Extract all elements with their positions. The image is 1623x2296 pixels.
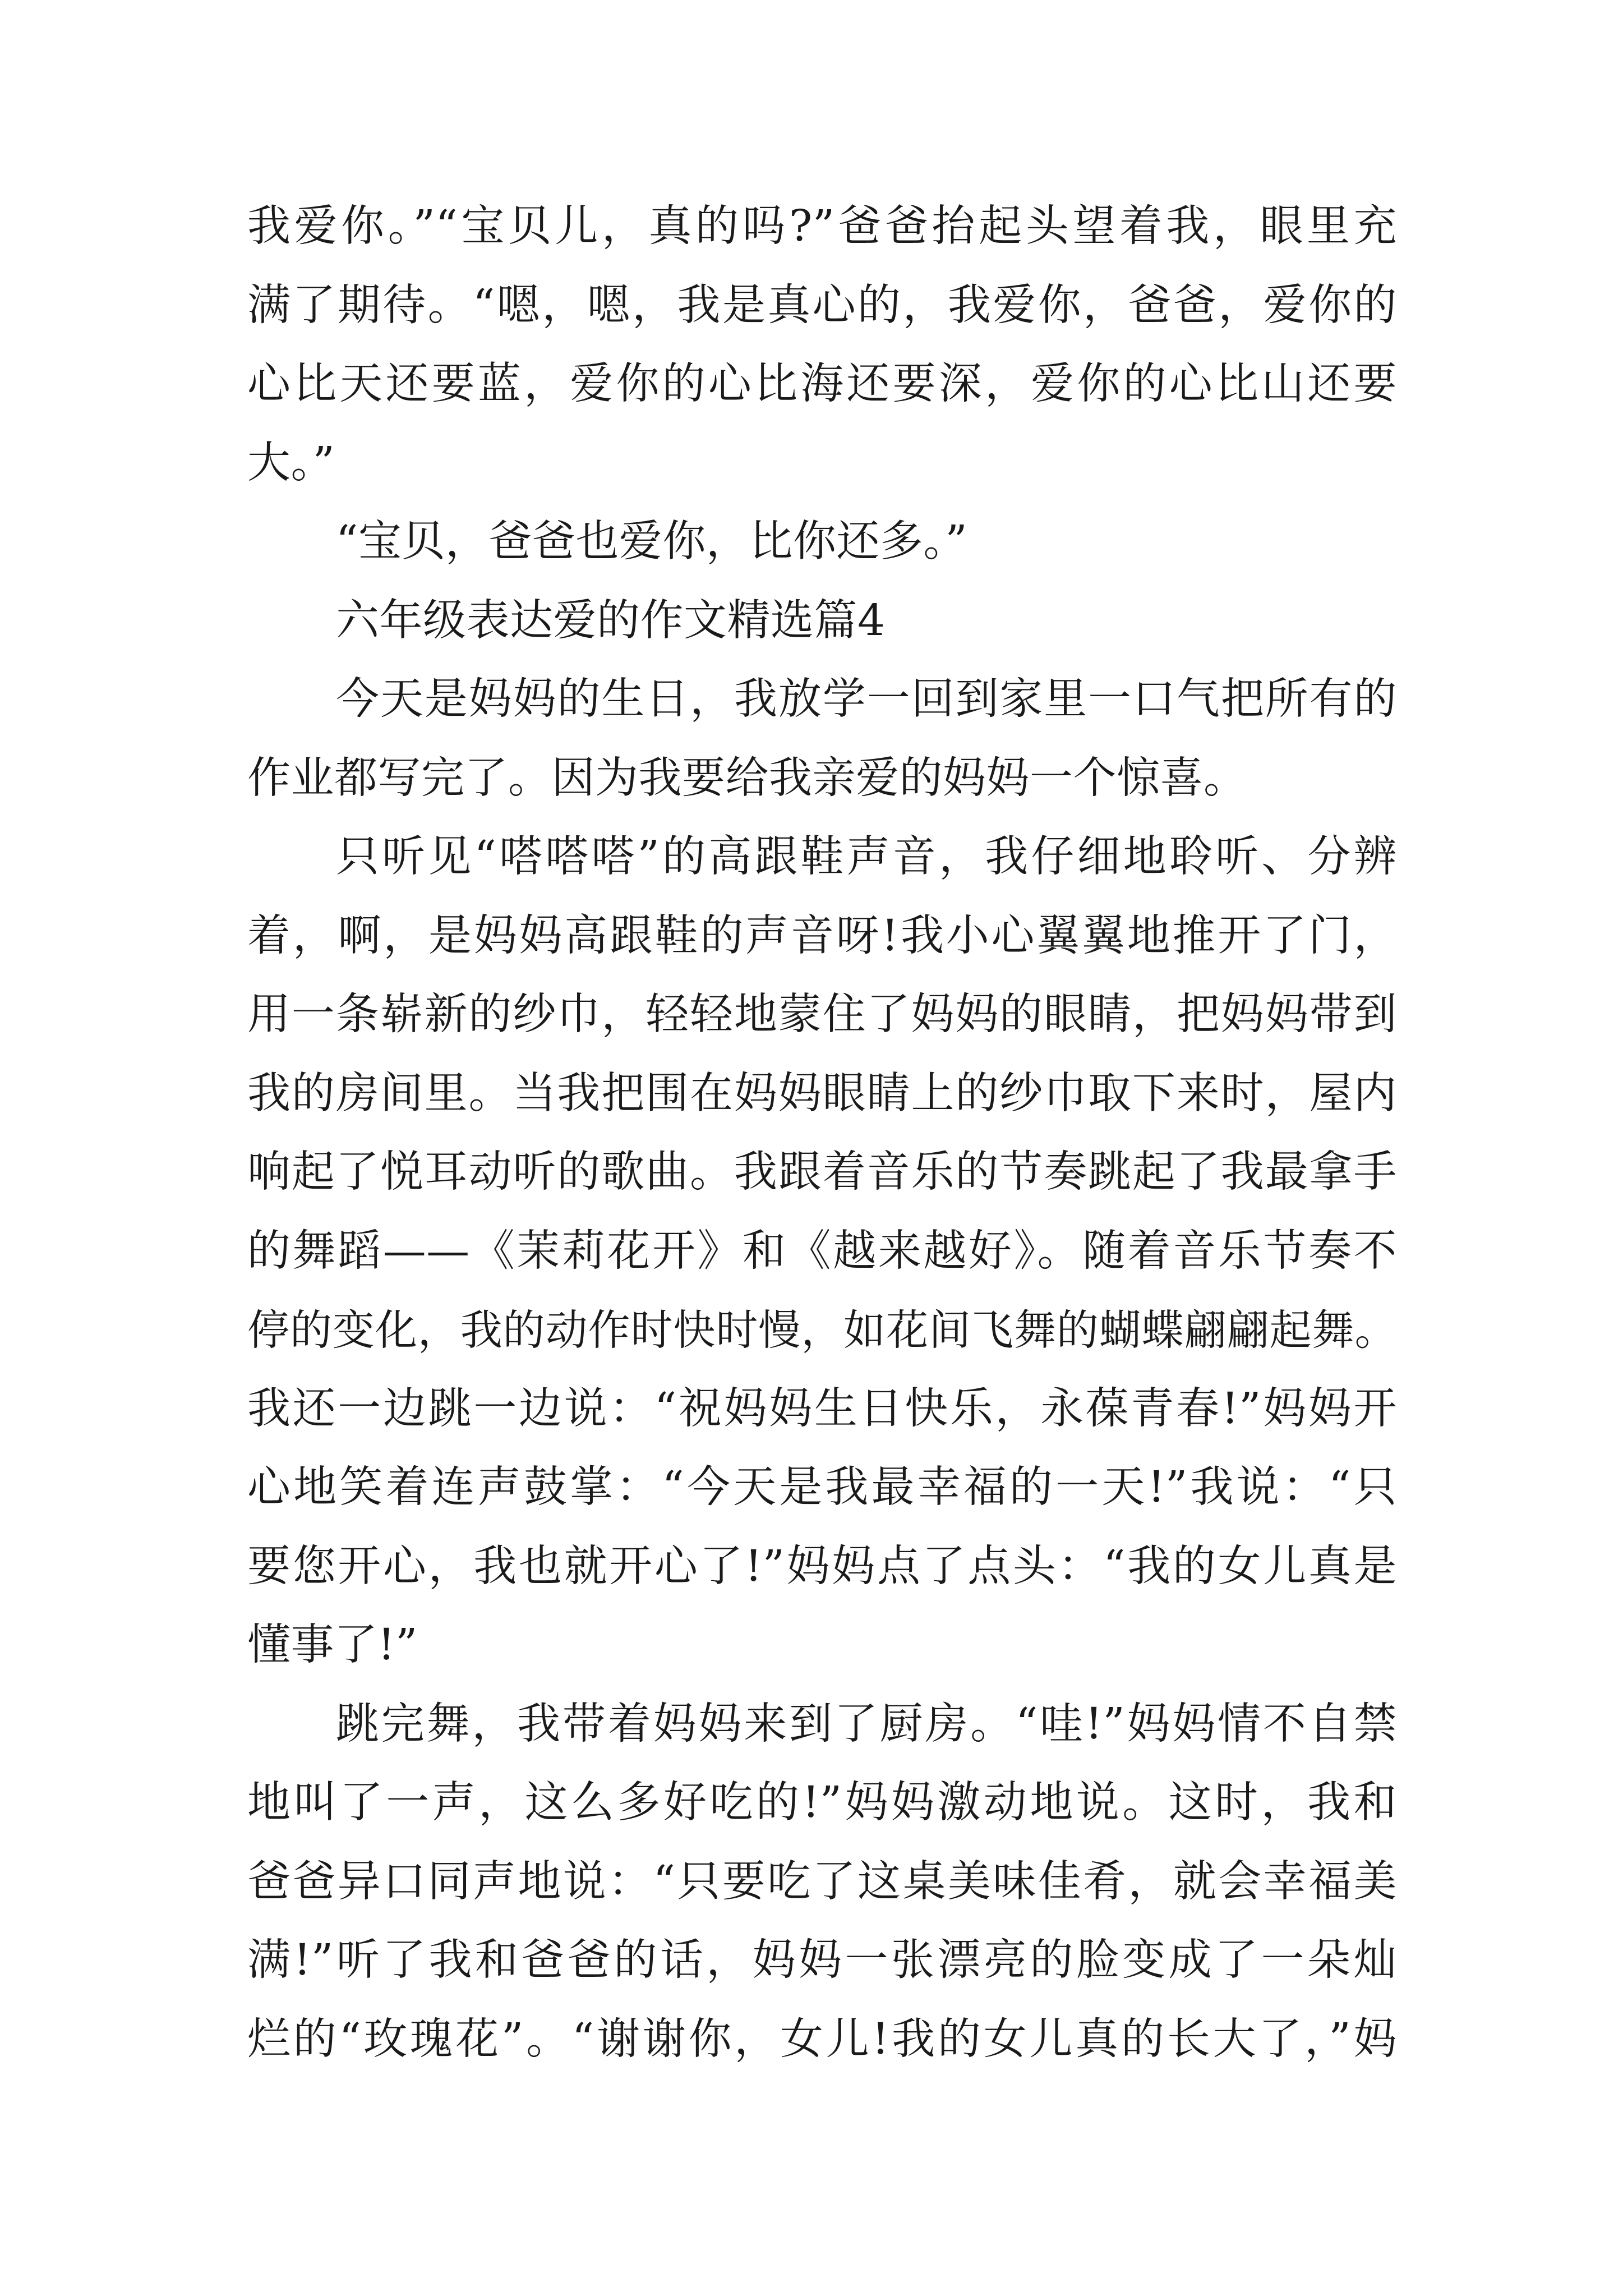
text-line: 烂的“玫瑰花”。“谢谢你，女儿!我的女儿真的长大了，”妈 — [247, 2014, 1397, 2064]
text-line: 只听见“嗒嗒嗒”的高跟鞋声音，我仔细地聆听、分辨 — [336, 832, 1397, 882]
text-line: 爸爸异口同声地说：“只要吃了这桌美味佳肴，就会幸福美 — [247, 1856, 1397, 1907]
text-line: 用一条崭新的纱巾，轻轻地蒙住了妈妈的眼睛，把妈妈带到 — [247, 990, 1397, 1039]
text-line: 停的变化，我的动作时快时慢，如花间飞舞的蝴蝶翩翩起舞。 — [247, 1305, 1397, 1355]
text-line: 我的房间里。当我把围在妈妈眼睛上的纱巾取下来时，屋内 — [247, 1068, 1397, 1119]
text-line: 今天是妈妈的生日，我放学一回到家里一口气把所有的 — [336, 674, 1397, 724]
text-line: 要您开心，我也就开心了!”妈妈点了点头：“我的女儿真是 — [247, 1541, 1397, 1591]
text-line: 地叫了一声，这么多好吃的!”妈妈激动地说。这时，我和 — [247, 1778, 1397, 1828]
text-line: 六年级表达爱的作文精选篇4 — [336, 595, 886, 646]
text-line: 我爱你。”“宝贝儿，真的吗?”爸爸抬起头望着我，眼里充 — [247, 201, 1397, 251]
text-line: 心比天还要蓝，爱你的心比海还要深，爱你的心比山还要 — [247, 359, 1397, 409]
text-line: 作业都写完了。因为我要给我亲爱的妈妈一个惊喜。 — [247, 753, 1247, 803]
essay-body — [247, 187, 1397, 2079]
text-line: 心地笑着连声鼓掌：“今天是我最幸福的一天!”我说：“只 — [247, 1462, 1397, 1512]
text-line: 的舞蹈——《茉莉花开》和《越来越好》。随着音乐节奏不 — [247, 1226, 1397, 1276]
text-line: 满了期待。“嗯，嗯，我是真心的，我爱你，爸爸，爱你的 — [247, 280, 1397, 330]
text-line: 响起了悦耳动听的歌曲。我跟着音乐的节奏跳起了我最拿手 — [247, 1147, 1397, 1197]
text-line: “宝贝，爸爸也爱你，比你还多。” — [336, 517, 968, 567]
text-line: 满!”听了我和爸爸的话，妈妈一张漂亮的脸变成了一朵灿 — [247, 1935, 1397, 1985]
text-line: 着，啊，是妈妈高跟鞋的声音呀!我小心翼翼地推开了门， — [247, 910, 1397, 961]
text-line: 跳完舞，我带着妈妈来到了厨房。“哇!”妈妈情不自禁 — [336, 1699, 1397, 1749]
text-line: 我还一边跳一边说：“祝妈妈生日快乐，永葆青春!”妈妈开 — [247, 1383, 1397, 1434]
text-line: 懂事了!” — [247, 1620, 418, 1670]
text-line: 大。” — [247, 438, 335, 488]
